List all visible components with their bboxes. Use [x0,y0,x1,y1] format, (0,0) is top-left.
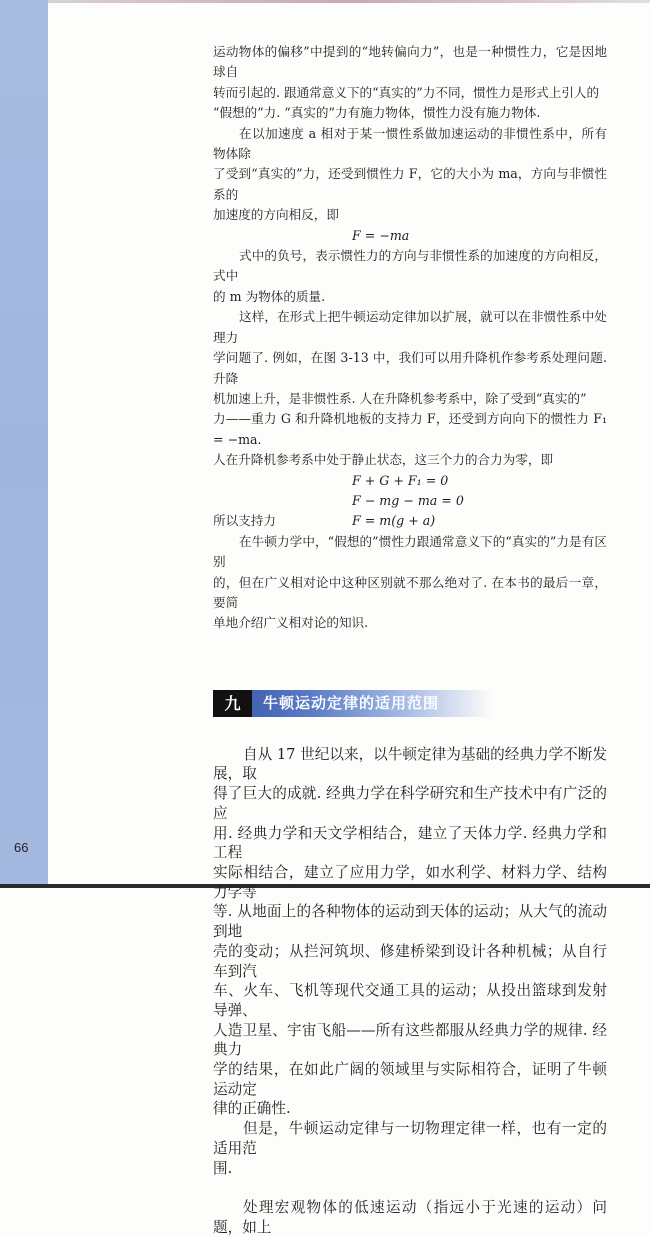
text-line: 机加速上升，是非惯性系. 人在升降机参考系中，除了受到“真实的” [213,390,587,406]
text-line: 的，但在广义相对论中这种区别就不那么绝对了. 在本书的最后一章，要简 [213,574,607,610]
text-line: 转而引起的. 跟通常意义下的“真实的”力不同，惯性力是形式上引人的 [213,84,600,100]
text-line: 车、火车、飞机等现代交通工具的运动；从投出篮球到发射导弹、 [213,982,607,1019]
spacer [213,1178,607,1198]
text-line: 了受到“真实的”力，还受到惯性力 F，它的大小为 ma，方向与非惯性系的 [213,166,607,202]
support-force-label: 所以支持力 [213,513,276,529]
text-line: 得了巨大的成就. 经典力学在科学研究和生产技术中有广泛的应 [213,785,607,822]
text-line: 加速度的方向相反，即 [213,207,339,223]
section-number: 九 [213,690,252,717]
equation: F + G + F₁ = 0 [352,472,449,488]
text-line: 学的结果，在如此广阔的领域里与实际相符合，证明了牛顿运动定 [213,1061,607,1098]
text-column [213,0,607,1237]
page-number: 66 [14,840,29,855]
text-line: 学问题了. 例如，在图 3-13 中，我们可以用升降机作参考系处理问题. 升降 [213,350,607,386]
support-force-row [213,511,607,531]
text-line: 律的正确性. [213,1100,291,1118]
text-line: 人在升降机参考系中处于静止状态，这三个力的合力为零，即 [213,452,554,468]
page-margin-strip [0,0,48,884]
text-line: 在以加速度 a 相对于某一惯性系做加速运动的非惯性系中，所有物体除 [213,125,607,162]
text-line: 实际相结合，建立了应用力学，如水利学、材料力学、结构力学等 [213,864,607,901]
text-line: 这样，在形式上把牛顿运动定律加以扩展，就可以在非惯性系中处理力 [213,309,607,345]
section-newton-scope [213,745,607,1237]
text-line: 处理宏观物体的低速运动（指远小于光速的运动）问题，如上 [213,1198,607,1236]
text-line: 人造卫星、宇宙飞船——所有这些都服从经典力学的规律. 经典力 [213,1021,607,1059]
text-line: 力——重力 G 和升降机地板的支持力 F，还受到方向向下的惯性力 F₁ = −ma. [213,411,607,447]
text-line: 围. [213,1159,233,1177]
equation: F = m(g + a) [352,513,436,529]
section-heading [213,690,493,717]
text-line: 的 m 为物体的质量. [213,288,326,304]
text-line: 在牛顿力学中，“假想的”惯性力跟通常意义下的“真实的”力是有区别 [213,533,607,570]
text-line: “假想的”力. “真实的”力有施力物体，惯性力没有施力物体. [213,105,541,121]
section-inertial-force [213,42,607,634]
text-line: 壳的变动；从拦河筑坝、修建桥梁到设计各种机械；从自行车到汽 [213,942,607,980]
text-line: 等. 从地面上的各种物体的运动到天体的运动；从大气的流动到地 [213,903,607,941]
text-line: 式中的负号，表示惯性力的方向与非惯性系的加速度的方向相反，式中 [213,248,607,284]
text-line: 自从 17 世纪以来，以牛顿定律为基础的经典力学不断发展，取 [213,745,607,783]
equation: F = −ma [352,227,410,243]
text-line: 单地介绍广义相对论的知识. [213,615,369,631]
text-line: 但是，牛顿运动定律与一切物理定律一样，也有一定的适用范 [213,1120,607,1157]
section-title: 牛顿运动定律的适用范围 [263,693,440,712]
text-line: 用. 经典力学和天文学相结合，建立了天体力学. 经典力学和工程 [213,824,607,862]
equation: F − mg − ma = 0 [352,492,464,508]
text-line: 运动物体的偏移”中提到的“地转偏向力”，也是一种惯性力，它是因地球自 [213,44,607,80]
